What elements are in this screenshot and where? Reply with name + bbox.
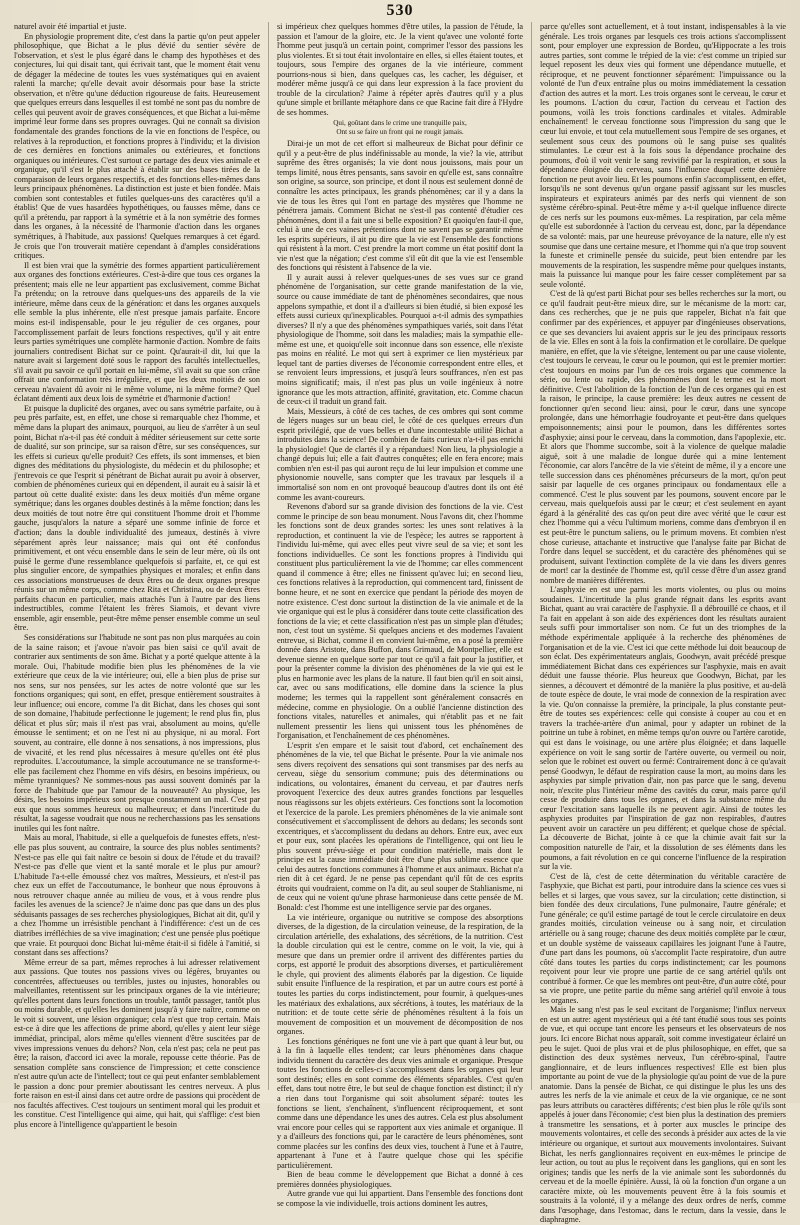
paragraph: Il est bien vrai que la symétrie des formes appartient particulièrement aux organes des fonctions extérieures. C'est-à-dire que tous ces organes la présentent; mais elle ne leur appartient pas exclusivement, comme Bichat l'a prétendu; on la retrouve dans quelques-uns des appareils de la vie intérieure, même dans ceux de la génération: et dans les organes auxquels elle semble la plus inhérente, elle n'est presque jamais parfaite. Encore moins est-il indispensable, pour le jeu régulier de ces organes, pour l'accomplissement parfait de leurs fonctions respectives, qu'il y ait entre leurs parties symétriques une complète harmonie d'action. Nombre de faits journaliers contredisent Bichat sur ce point. Qu'aurait-il dit, lui que la nature avait si largement doté sous le rapport des facultés intellectuelles, s'il avait pu savoir ce qu'il portait en lui-même, s'il avait su que son crâne offrait une conformation très irrégulière, et que les deux moitiés de son cerveau n'avaient dû avoir ni le même volume, ni la même forme? Quel éclatant démenti aux deux lois de symétrie et d'harmonie d'action! [14,260,260,404]
paragraph: parce qu'elles sont actuellement, et à tout instant, indispensables à la vie générale. Les trois organes par lesquels ces trois actions s'accomplissent sont, pour employer une expression de Bordeu, qu'Hippocrate a les trois autres parties, sont comme le trépied de la vie: c'est comme un tripied sur lequel reposent les deux vies qui forment une dépendance mutuelle, et réciproque, et ne peuvent fonctionner séparément: l'impuissance ou la volonté de l'un d'eux entraîne plus ou moins immédiatement la cessation d'action des autres et la mort. Les trois organes sont le cerveau, le cœur et les poumons. L'action du cœur, l'action du cerveau et l'action des poumons, voilà les trois fonctions cardinales et vitales. Admirable enchaînement! le cerveau fonctionne sous l'impression du sang que le cœur lui envoie, et tout cela mutuellement sous l'empire de ses organes, et seulement sous ceux des poumons où le sang puise ses qualités stimulantes. Le cœur est à la fois sous la dépendance prochaine des poumons, d'où il voit venir le sang revivifié par la respiration, et sous la dépendance éloignée du cerveau, sans l'influence duquel cette dernière fonction ne peut avoir lieu. Et les poumons enfin s'accomplissent, en effet, lorsqu'ils ne sont devenus qu'un organe passif agissant sur les muscles inspirateurs et expirateurs animés par des nerfs qui viennent de son système cérébro-spinal. Peut-être même y a-t-il quelque influence directe de ces nerfs sur les poumons eux-mêmes. La respiration, par cela même qu'elle est subordonnée à l'action du cerveau est, donc, par la dépendance de sa volonté: mais, par une heureuse prévoyance de la nature, elle n'y est soumise que dans une certaine mesure, et l'homme qui n'a que trop souvent la funeste et criminelle pensée du suicide, peut bien entendre par les mouvements de la respiration, les suspendre même pour quelques instants, mais la puissance lui manque pour les faire cesser complètement par sa seule volonté. [540,22,787,289]
paragraph: C'est de là qu'est parti Bichat pour ses belles recherches sur la mort, ou ce qu'il faudrait peut-être mieux dire, sur le mécanisme de la mort: car, dans ces recherches, que je ne puis que rappeler, Bichat n'a fait que confirmer par des expériences, et appuyer par d'ingénieuses observations, ce que ses devanciers lui avaient appris sur le jeu des principaux ressorts de la vie. Elles en sont à la fois la confirmation et le corollaire. De quelque manière, en effet, que la vie s'éteigne, lentement ou par une cause violente, c'est toujours le cerveau, le cœur ou le poumon, qui est le premier mortier: c'est toujours en moins par l'un de ces trois organes que commence la série, ou lente ou rapide, des phénomènes dont le terme est la mort définitive. C'est l'abolition de la fonction de l'un de ces organes qui en est la raison, le principe, la cause première: les deux autres ne cessent de fonctionner qu'en second lieu: ainsi, pour le cœur, dans une syncope prolongée, dans une hémorrhagie foudroyante et peut-être dans quelques empoisonnements; ainsi pour le poumon, dans les différentes sortes d'asphyxie; ainsi pour le cerveau, dans la commotion, dans l'apoplexie, etc. Et alors que l'homme succombe, soit à la violence de quelque maladie aiguë, soit à une maladie de longue durée qui a mine lentement l'économie, car alors l'ancêtre de la vie s'éteint de même, il y a encore une telle succession dans ces phénomènes précurseurs de la mort, qu'on peut saisir par laquelle de ces organes principaux ou fondamentaux elle a commencé. C'est le plus souvent par les poumons, souvent encore par le cerveau, mais quelquefois aussi par le cœur; et c'est seulement en ayant égard à la généralité des cas qu'on peut dire avec vérité que le cœur est chez l'homme qui a vécu l'ultimum moriens, comme dans d'embryon il en est peut-être le punctum saliens, ou le primum movens. Et combien n'est chose curieuse, attachante et instructive que l'analyse faite par Bichat de l'ordre dans lequel se succèdent, et du caractère des phénomènes qui se produisent, suivant l'extinction complète de la vie dans les divers genres de mort! car la destinée de l'homme est, qu'il cesse d'être d'un assez grand nombre de manières différentes. [540,289,786,585]
paragraph: Ses considérations sur l'habitude ne sont pas non plus marquées au coin de la saine raison; et j'avoue n'avoir pas bien saisi ce qu'il avait de contrarier aux sentiments de son âme. Bichat y a porté quelque attente à la morale. Oui, l'habitude modifie bien plus les phénomènes de la vie extérieure que ceux de la vie intérieure; oui, elle a bien plus de prise sur nos sens, sur nos pensées, sur les actes de notre volonté que sur les fonctions organiques; qui sont, en effet, presque entièrement soustraites à leur influence; oui encore, comme l'a dit Bichat, dans les choses qui sont de son domaine, l'habitude perfectionne le jugement; le rend plus fin, plus délicat et plus sûr; mais il n'est pas vrai, absolument au moins, qu'elle émousse le sentiment; et on ne l'est ni au physique, ni au moral. Fort souvent, au contraire, elle donne à nos sensations, à nos impressions, plus de vivacité, et les rend plus nécessaires à mesure qu'elles ont été plus reproduites. L'accoutumance, la simple accoutumance ne se transforme-t-elle pas facilement chez l'homme en vifs désirs, en besoins impérieux, ou même tyranniques? Ne sommes-nous pas aussi souvent dominés par la force de l'habitude que par l'amour de la nouveauté? Au physique, les désirs, les besoins impérieux sont presque constamment un mal. C'est par eux que nous sommes heureux ou malheureux; et dans l'incertitude du résultat, la sagesse voudrait que nous ne recherchassions pas les sensations inutiles qui les font naître. [14,633,260,833]
verse-line: Ont su se faire un front qui ne rougit jamais. [336,127,464,136]
paragraph: Mais, Messieurs, à côté de ces taches, de ces ombres qui sont comme de légers nuages sur un beau ciel, le côté de ces quelques erreurs d'un esprit privilégié, que de vues belles et d'une incontestable utilité Bichat a introduites dans la science! De combien de faits curieux n'a-t-il pas enrichi la physiologie! Que de clartés il y a répandues! Non lieu, la physiologie a changé depuis lui; elle a fait d'autres conquêtes; elle en fera encore; mais combien n'en est-il pas qui auront reçu de lui leur impulsion et comme une physionomie nouvelle, sans compter que les travaux par lesquels il a immortalisé son nom en ont provoqué beaucoup d'autres dont ils ont été comme les avant-coureurs. [277,406,523,502]
paragraph: Revenons d'abord sur sa grande division des fonctions de la vie. C'est comme le principe de son beau monument. Nous l'avons dit, chez l'homme les fonctions sont de deux grandes sortes: les unes sont relatives à la reproduction, et continuent la vie de l'espèce; les autres se rapportent à l'individu lui-même, qui avec elles peut vivre seul de sa vie; et sont les fonctions individuelles. Ce sont les fonctions propres à l'individu qui constituent plus particulièrement la vie de l'homme; car elles commencent quand il commence à être; elles ne finissent qu'avec lui; en second lieu, ces fonctions relatives à la reproduction, qui commencent tard, finissent de bonne heure, et ne sont en exercice que pendant la période des moyen de notre existence. C'est donc surtout la distinction de la vie animale et de la vie organique qui est le plus à considérer dans toute cette classification des fonctions de la vie; et cette classification n'est pas un simple plan d'études; non, c'est tout un système. Si quelques anciens et des modernes l'avaient entrevue, si Bichat, comme il en convient lui-même, en a posé la première donnée dans Aristote, dans Buffon, dans Grimaud, de Montpellier, elle est devenue sienne en quelque sorte par tout ce qu'il a fait pour la justifier, et pour la présenter comme la division des phénomènes de la vie qui est le plus en harmonie avec les plans de la nature. Il faut bien qu'il en soit ainsi, car, avec ou sans modifications, elle domine dans la science la plus moderne; les termes qui la rappellent sont généralement consacrés en médecine, comme en physiologie. On a oublié l'ancienne distinction des fonctions vitales, naturelles et animales, qui n'établit pas et ne fait nullement pressentir les liens qui unissent tous les phénomènes de l'organisation, et l'enchaînement de ces phénomènes. [277,502,523,741]
paragraph: Mais au moral, l'habitude, si elle a quelquefois de funestes effets, n'est-elle pas plus souvent, au contraire, la source des plus nobles sentiments? N'est-ce pas elle qui fait naître ce besoin si doux de l'étude et du travail? N'est-ce pas d'elle que vient et la santé morale et le plus pur amour? L'habitude l'a-t-elle émoussé chez vos maîtres, Messieurs, et n'est-il pas chez eux un effet de l'accoutumance, le bonheur que nous éprouvons à nous retrouver chaque année au milieu de vous, et à vous rendre plus faciles les avenues de la science? Je n'aime donc pas que dans un des plus séduisants passages de ses recherches physiologiques, Bichat ait dit, qu'il y a chez l'homme un irrésistible penchant à l'indifférence: c'est un de ces diatribes irréfléchies de sa vive imagination; c'est une pensée plus poétique que vraie. Et pourquoi donc Bichat lui-même était-il si fidèle à l'amitié, si constant dans ses affections? [14,833,260,958]
paragraph: si impérieux chez quelques hommes d'être utiles, la passion de l'étude, la passion et l'amour de la gloire, etc. Je la vient qu'avec une volonté forte l'homme peut jusqu'à un certain point, comprimer l'essor des passions les plus violentes. Et si tout était involontaire en elles, si elles étaient toutes, et toujours, sous l'empire des organes de la vie intérieure, comment pourrions-nous si bien, dans quelques cas, les cacher, les déguiser, et modérer même jusqu'à ce qui dans leur expression à la face provient du trouble de la circulation? J'aime à répéter après d'autres qu'il y a plus qu'une simple et brillante métaphore dans ce que Racine fait dire à l'Hydre de ses hommes. [277,22,523,117]
paragraph: Même erreur de sa part, mêmes reproches à lui adresser relativement aux passions. Que toutes nos passions vives ou légères, bruyantes ou concentrées, affectueuses ou terribles, justes ou injustes, honorables ou malveillantes, retentissent sur les principaux organes de la vie intérieure; qu'elles portent dans leurs fonctions un trouble, tantôt passager, tantôt plus ou moins durable, et qu'elles les dominent jusqu'à y faire naître, comme on le voit si souvent, une lésion organique; cela n'est que trop certain. Mais est-ce à dire que les affections de prime abord, qu'elles y aient leur siège immédiat, principal, alors même qu'elles viennent d'être suscitées par de vives impressions venues du dehors? Non, cela n'est pas; cela ne peut pas être; la raison, d'accord ici avec la morale, repousse cette théorie. Pas de sensation complète sans conscience de l'impression; et cette conscience n'est autre qu'un acte de l'intellect; tout ce qui peut enfanter semblablement le passion a donc pour premier aboutissant les centres nerveux. A plus forte raison en est-il ainsi dans cet autre ordre de passions qui procèdent de nos facultés affectives. C'est toujours un sentiment moral qui les produit et les constitue. C'est l'intelligence qui aime, qui hait, qui s'afflige: c'est bien plus encore à l'intelligence qu'appartient le besoin [14,957,260,1129]
paragraph: naturel avoir été impartial et juste. [14,22,127,31]
text-columns [14,22,787,1225]
paragraph: Et puisque la duplicité des organes, avec ou sans symétrie parfaite, ou à peu près parfaite, est, en effet, une chose si remarquable chez l'homme, et même dans la plupart des animaux, pourquoi, au lieu de s'arrêter à un seul point, Bichat n'a-t-il pas été conduit à méditer sérieusement sur cette sorte de dualité, sur son principe, sur sa raison d'être, sur ses conséquences, sur les effets si curieux qu'elle produit? Ces effets, ils sont immenses, et bien dignes des méditations du physiologiste, du médecin et du philosophe; et j'entrevois ce que l'esprit si pénétrant de Bichat aurait pu avoir à observer, combien de phénomènes curieux qui en dépendent, il aurait eu à saisir là et partout où cette dualité existe: dans les deux moitiés d'un même organe symétrique; dans les organes doubles destinés à la même fonction; dans les deux moitiés de tout notre être qui constituent l'homme droit et l'homme gauche, jusqu'alors la nature a séparé une somme infinie de force et d'action; dans la double individualité des jumeaux, destinés à vivre séparément après leur naissance; mais qui ont été confondus primitivement, et ont vécu ensemble dans le sein de leur mère, où ils ont puisé le germe d'une ressemblance quelquefois si parfaite, et, ce qui est plus singulier encore, de sympathies physiques et morales; et enfin dans ces associations monstrueuses de deux êtres ou de deux organes presque réunis sur un même corps, comme chez Rita et Christina, ou de deux êtres parfaits chacun en particulier, mais attachés l'un à l'autre par des liens indestructibles, comme l'étaient les frères Siamois, et devant vivre ensemble, agir ensemble, peut-être même penser ensemble comme un seul être. [14,403,260,633]
paragraph: Les fonctions génériques ne font une vie à part que quant à leur but, ou à la fin à laquelle elles tendent; car leurs phénomènes dans chaque individu tiennent du caractère des deux vies animale et organique. Presque toutes les fonctions de celles-ci s'accomplissent dans les organes qui leur sont destinés; elles en sont comme des éléments séparables. C'est qu'en effet, dans tout notre être, le but seul de chaque fonction est distinct; il n'y a rien dans tout l'organisme qui soit absolument séparé: toutes les fonctions se lient, s'enchaînent, s'influencent réciproquement, et sont comme dans une dépendance les unes des autres. Cela est plus absolument vrai encore pour celles qui se rapportent aux vies animale et organique. Il y a d'ailleurs des fonctions qui, par le caractère de leurs phénomènes, sont comme placées sur les confins des deux vies, touchent à l'une et à l'autre, appartenant à l'une et à l'autre quelque chose qui les spécifie particulièrement. [277,1036,523,1170]
column-right [540,22,787,1225]
paragraph: En physiologie proprement dite, c'est dans la partie qu'on peut appeler philosophique, que Bichat a le plus dévié du sentier sévère de l'observation, et s'est le plus égaré dans le champ des hypothèses et des conjectures, lui qui disait tant, qui écrivait tant, que le moment était venu de dégager la médecine de toutes les vues systématiques qui en avaient ralenti la marche; qu'elle devait avoir désormais pour base la stricte observation, et n'être qu'une déduction rigoureuse de faits. Heureusement que quelques erreurs dans lesquelles il est tombé ne sont pas du nombre de celles qui peuvent avoir de graves conséquences, et que Bichat a lui-même imprimé leur forme dans ses propres ouvrages. Qui ne connaît sa division fondamentale des grandes fonctions de la vie en fonctions de l'espèce, ou relatives à la reproduction, et fonctions propres à l'individu; et la division de ces dernières en fonctions animales ou extérieures, et fonctions organiques ou intérieures. C'est surtout ce partage des deux vies animale et organique, qu'il s'est le plus attaché à établir sur des bases tirées de la comparaison de leurs organes respectifs, et des fonctions elles-mêmes dans leurs principaux phénomènes. La distinction est juste et bien fondée. Mais combien sont contestables et futiles quelques-uns des caractères qu'il a établis! Que de vues hasardées hypothétiques, ou fausses même, dans ce qu'il a prétendu, par rapport à la symétrie et à la non symétrie des formes dans les organes, à la nécessité de l'harmonie d'action dans les organes symétriques, à l'habitude, aux passions! Quelques remarques à cet égard. Je crois que l'on trouverait matière cependant à d'amples considérations critiques. [14,31,260,261]
column-middle [277,22,523,1208]
paragraph: L'esprit s'en empare et le saisit tout d'abord, cet enchaînement des phénomènes de la vie, tel que Bichat le présente. Pour la vie animale nos sens divers reçoivent des sensations qui sont transmises par des nerfs au cerveau, siège du sensorium commune; puis des déterminations ou indications, ou volontaires, émanent du cerveau, et par d'autres nerfs provoquent l'exercice des deux autres grandes fonctions par lesquelles nous réagissons sur les objets extérieurs. Ces fonctions sont la locomotion et l'exercice de la parole. Les premiers phénomènes de la vie animale sont consécutivement et s'accomplissent de dehors au dedans; les seconds sont excentriques, et s'accomplissent du dedans au dehors. Entre eux, avec eux et pour eux, sont placées les opérations de l'intelligence, qui ont lieu le plus souvent prévu-siège et pour condition matérielle, mais dont le principe est la cause immédiate doit être d'une plus sublime essence que celui des autres fonctions communes à l'homme et aux animaux. Bichat n'a rien dit à cet égard. Je ne pense pas cependant qu'il fût de ces esprits étroits qui voudraient, comme on l'a dit, au seul souper de Stahlianisme, ni de ceux qui ne voient qu'une phrase harmonieuse dans cette pensée de M. Bonald: c'est l'homme est une intelligence servie par des organes. [277,740,523,913]
paragraph: La vie intérieure, organique ou nutritive se compose des absorptions diverses, de la digestion, de la circulation veineuse, de la respiration, de la circulation artérielle, des exhalations, des sécrétions, de la nutrition. C'est la double circulation qui est le centre, comme on le voit, la vie, qui à mesure que dans un premier ordre il arrivent des différentes parties du corps, est apporté le produit des absorptions diverses, et particulièrement le chyle, qui provient des aliments élaborés par la digestion. Ce liquide subit ensuite l'influence de la respiration, et par un autre cours est porté à toutes les parties du corps indistinctement, pour fournir, à quelques-unes les matériaux des exhalations, aux sécrétions, à toutes, les matériaux de la nutrition: et de toute cette série de phénomènes résultent à la fois un mouvement de composition et un mouvement de décomposition de nos organes. [277,912,523,1037]
paragraph: Il y aurait aussi à relever quelques-unes de ses vues sur ce grand phénomène de l'organisation, sur cette grande manifestation de la vie, source ou cause immédiate de tant de phénomènes secondaires, que nous appelons sympathie, et dont il a d'ailleurs si bien étudié, si bien exposé les effets aussi curieux qu'inexplicables. Pourquoi a-t-il admis des sympathies diverses? Il n'y a que des phénomènes sympathiques variés, soit dans l'état physiologique de l'homme, soit dans les maladies; mais la sympathie elle-même est une, et quoiqu'elle soit inconnue dans son essence, elle n'existe pas moins en réalité. Le mot qui sert à exprimer ce lien mystérieux par lequel tant de parties diverses de l'économie correspondent entre elles, et se renvoient leurs impressions, et jusqu'à leurs souffrances, n'en est pas moins significatif; mais, il n'est pas plus un voile ingénieux à notre ignorance que les mots attraction, affinité, gravitation, etc. Comme chacun de ceux-ci il traduit un grand fait. [277,272,523,407]
column-left [14,22,260,1129]
page-number: 530 [386,2,414,19]
verse-quote [277,119,523,136]
paragraph: Mais le sang n'est pas le seul excitant de l'organisme; l'influx nerveux en est un autre: agent mystérieux qui a été tant étudié sous tous ses points de vue, et qui occupe tant encore les penseurs et les observateurs de nos jours. Ici encore Bichat nous apparaît, soit comme investigateur éclairé un peu le sujet. Quoi de plus vrai et de plus philosophique, en effet, que sa distinction des deux systèmes nerveux, l'un cérébro-spinal, l'autre ganglionnaire, et de leurs influences respectives! Elle est bien plus importante au point de vue de la physiologie qu'au point de vue de la pure anatomie. Dans la pensée de Bichat, ce qui distingue le plus les uns des autres les nerfs de la vie animale et ceux de la vie organique, ce ne sont pas leurs attributs ou caractères différents; c'est bien plus le rôle qu'ils sont appelés à jouer dans l'économie; c'est bien plus la destination des premiers à transmettre les sensations, et à porter aux muscles le principe des mouvements volontaires, et celle des seconds à présider aux actes de la vie intérieure ou organique, et surtout aux mouvements involontaires. Suivant Bichat, les nerfs ganglionnaires reçoivent en eux-mêmes le principe de leur action, ou tout au plus le reçoivent dans les ganglions, qui en sont les origines; tandis que les nerfs de la vie animale sont les subordonnés du cerveau et de la moelle épinière. Aussi, là où la fonction d'un organe a un caractère mixte, où les mouvements peuvent être à la fois soumis et soustraits à la volonté, il y a mélange des deux ordres de nerfs, comme dans l'œsophage, dans l'estomac, dans le rectum, dans la vessie, dans le diaphragme. [540,1005,786,1225]
paragraph: Dirai-je un mot de cet effort si malheureux de Bichat pour définir ce qu'il y a peut-être de plus indéfinissable au monde, la vie? la vie, attribut suprême des êtres organisés; la vie dont nous jouissons, mais pour un temps limité, nous êtres pensants, sans savoir en qu'elle est, sans connaître son origine, sa source, son principe, et dont il nous est seulement donné de connaître les actes principaux, les grands phénomènes; car il y a dans la vie de tous les êtres qui l'ont en partage des mystères que l'homme ne pénétrera jamais. Comment Bichat ne s'est-il pas contenté d'étudier ces phénomènes, dont il a fait une si belle exposition? Et quoiqu'en faut-il que, celui à une de ces vaines prétentions dont ne savent pas se garantir même les esprits supérieurs, il ait pu dire que la vie est l'ensemble des fonctions qui résistent à la mort. C'est prendre la mort comme un état positif dont la vie n'est que la négation; c'est comme s'il eût dit que la vie est l'ensemble des fonctions qui résistent à l'absence de la vie. [277,139,523,273]
column-rule [531,22,532,1090]
paragraph: L'asphyxie en est une parmi les morts violentes, ou plus ou moins soudaines. L'incertitude la plus grande régnait dans les esprits avant Bichat, quant au vrai caractère de l'asphyxie. Il a débrouillé ce chaos, et il l'a fait en appelant à son aide des expériences dont les résultats auraient seuls suffi pour immortaliser son nom. Ce fut un des triomphes de la méthode expérimentale appliquée à la recherche des phénomènes de l'organisation et de la vie. C'est ici que cette méthode lui doit beaucoup de son éclat. Des expérimentateurs anglais, Goodwyn, avait précédé presque immédiatement Bichat dans ces expériences sur l'asphyxie, mais en avait déduit une fausse théorie. Plus heureux que Goodwyn, Bichat, par les siennes, a découvert et démontré de la manière la plus positive, et au-delà de toute espèce de doute, le vrai mode de connexion de la respiration avec la vie. Qu'on connaisse la première, la principale, la plus constante peut-être de toutes ses expériences: celle qui consiste à couper au cou et en travers la trachée-artère d'un animal, pour y adapter un robinet de la poitrine un tube à robinet, en même temps qu'on ouvre ou l'artère carotide, qui est dans le voisinage, ou une artère plus éloignée; et dans laquelle expérience on voit le sang sortir de l'artère ouverte, ou vermeil ou noir, selon que le robinet est ouvert ou fermé: Contrairement donc à ce qu'avait pensé Goodwyn, le défaut de respiration cause la mort, au moins dans les asphyxies par simple privation d'air, non pas parce que le sang, devenu noir, n'excite plus l'intérieur même des cavités du cœur, mais parce qu'il cesse de produire dans tous les organes, et dans la substance même du cœur l'excitation sans laquelle ils ne peuvent agir. Ainsi de toutes les asphyxies produites par l'inspiration de gaz non respirables, d'autres peuvent avoir un caractère un peu différent; et quelque chose de spécial. La découverte de Bichat, jointe à ce que la chimie avait fait sur la composition naturelle de l'air, et la dissolution de ses éléments dans les poumons, a fait révolution en ce qui concerne l'influence de la respiration sur la vie. [540,585,786,872]
paragraph: Autre grande vue qui lui appartient. Dans l'ensemble des fonctions dont se compose la vie individuelle, trois actions dominent les autres, [277,1189,523,1208]
paragraph: C'est de là, c'est de cette détermination du véritable caractère de l'asphyxie, que Bichat est parti, pour introduire dans la science ces vues si belles et si larges, que vous savez, sur la circulation; cette distinction, si bien fondée des deux circulations, l'une pulmonaire, l'autre générale; et l'une générale; ce qu'il estime partagé de tout le cercle circulatoire en deux grandes moitiés, circulation veineuse ou à sang noir, et circulation artérielle ou à sang rouge; chacune des deux moitiés complète par le cœur, et un double système de vaisseaux capillaires les joignant l'une à l'autre, d'une part dans les poumons, où s'accomplit l'acte respiratoire, d'un autre côté dans toutes les parties du corps indistinctement; car les poumons reçoivent pour leur vie propre une partie de ce sang artériel qu'ils ont contribué à former. Ce que les membres ont peut-être, d'un autre côté, pour sa vie propre, une petite partie du même sang artériel qu'il envoie à tous les organes. [540,871,786,1005]
paragraph: Bien de beau comme le développement que Bichat a donné à ces premières données physiologiques. [277,1170,523,1189]
column-rule [268,22,269,1090]
verse-line: Qui, goûtant dans le crime une tranquille paix, [333,119,467,128]
